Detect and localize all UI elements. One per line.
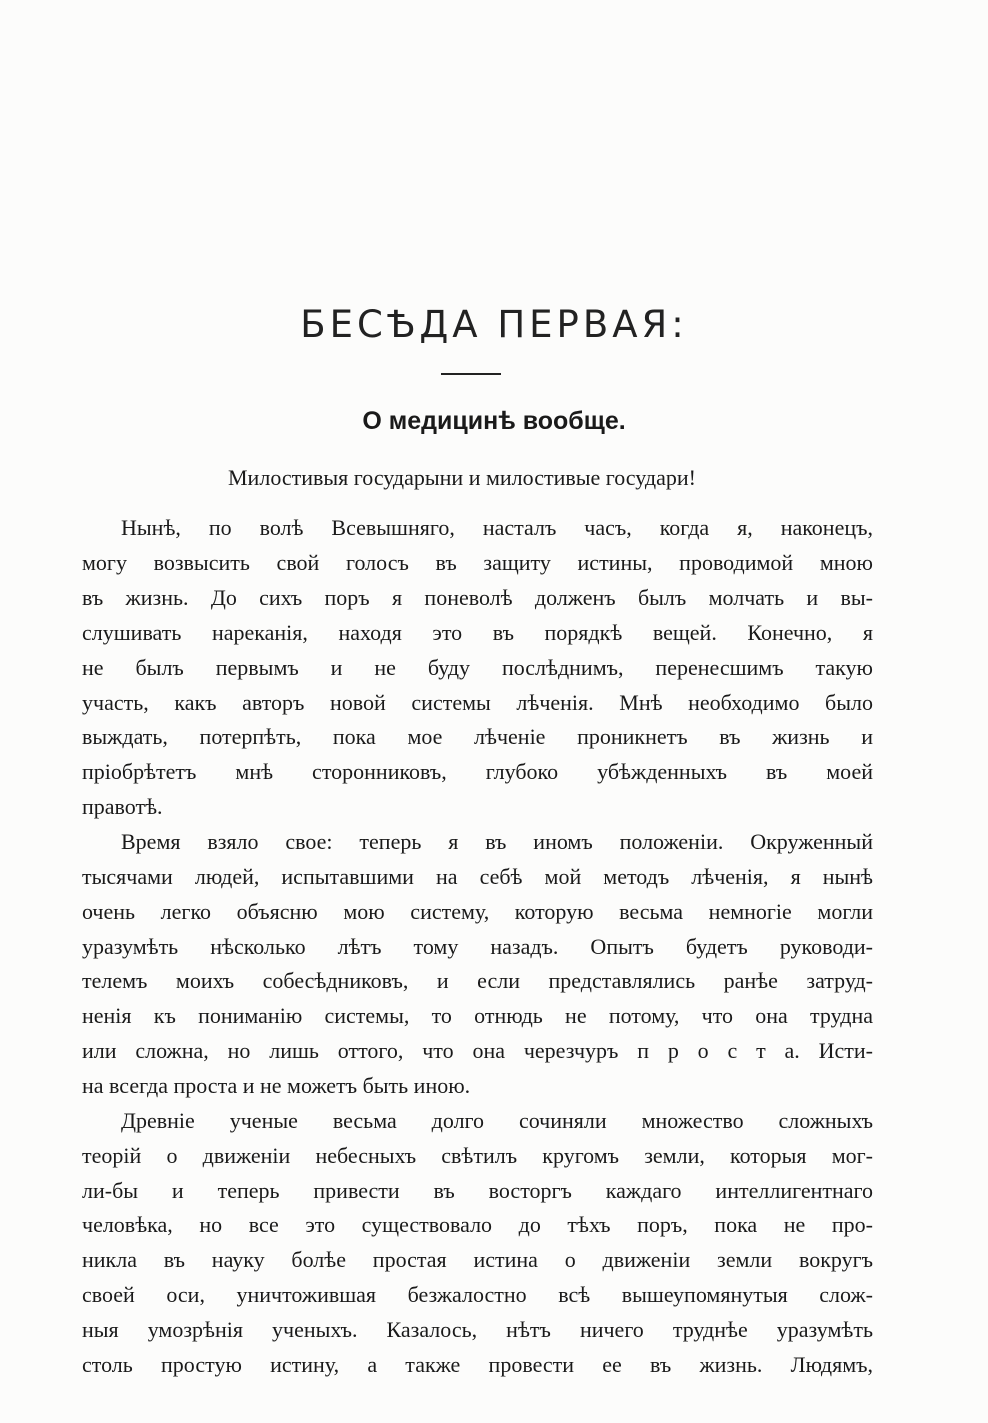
text-line: своей оси, уничтожившая безжалостно всѣ вышеупомянутыя слож- bbox=[82, 1282, 873, 1307]
text-line: Древніе ученые весьма долго сочиняли множество сложныхъ bbox=[121, 1108, 873, 1133]
text-line: очень легко объясню мою систему, которую весьма немногіе могли bbox=[82, 899, 873, 924]
heading-divider bbox=[441, 373, 501, 375]
text-line: правотѣ. bbox=[82, 794, 163, 819]
text-line: уразумѣть нѣсколько лѣтъ тому назадъ. Опытъ будетъ руководи- bbox=[82, 934, 873, 959]
text-line: человѣка, но все это существовало до тѣхъ поръ, пока не про- bbox=[82, 1212, 873, 1237]
text-line: въ жизнь. До сихъ поръ я поневолѣ долженъ былъ молчать и вы- bbox=[82, 585, 873, 610]
text-line: не былъ первымъ и не буду послѣднимъ, перенесшимъ такую bbox=[82, 655, 873, 680]
chapter-heading: БЕСѢДА ПЕРВАЯ: bbox=[300, 303, 688, 346]
chapter-subheading: О медицинѣ вообще. bbox=[362, 407, 626, 435]
text-line: участь, какъ авторъ новой системы лѣченія. Мнѣ необходимо было bbox=[82, 690, 873, 715]
text-line: ли-бы и теперь привести въ восторгъ каждаго интеллигентнаго bbox=[82, 1178, 873, 1203]
text-line: никла въ науку болѣе простая истина о движеніи земли вокругъ bbox=[82, 1247, 873, 1272]
text-line: Нынѣ, по волѣ Всевышняго, насталъ часъ, когда я, наконецъ, bbox=[121, 515, 873, 540]
text-line: слушивать нареканія, находя это въ порядкѣ вещей. Конечно, я bbox=[82, 620, 873, 645]
text-line: телемъ моихъ собесѣдниковъ, и если представлялись ранѣе затруд- bbox=[82, 968, 873, 993]
text-line: теорій о движеніи небесныхъ свѣтилъ кругомъ земли, которыя мог- bbox=[82, 1143, 873, 1168]
text-line: тысячами людей, испытавшими на себѣ мой методъ лѣченія, я нынѣ bbox=[82, 864, 873, 889]
text-line: ненія къ пониманію системы, то отнюдь не потому, что она трудна bbox=[82, 1003, 873, 1028]
text-line: могу возвысить свой голосъ въ защиту истины, проводимой мною bbox=[82, 550, 873, 575]
text-line: столь простую истину, а также провести ее въ жизнь. Людямъ, bbox=[82, 1352, 873, 1377]
text-line: выждать, потерпѣть, пока мое лѣченіе проникнетъ въ жизнь и bbox=[82, 724, 873, 749]
text-line: или сложна, но лишь оттого, что она черезчуръ п р о с т а. Исти- bbox=[82, 1038, 873, 1063]
text-line: на всегда проста и не можетъ быть иною. bbox=[82, 1073, 471, 1098]
text-line: Время взяло свое: теперь я въ иномъ положеніи. Окруженный bbox=[121, 829, 873, 854]
text-line: пріобрѣтетъ мнѣ сторонниковъ, глубоко убѣжденныхъ въ моей bbox=[82, 759, 873, 784]
text-line: ныя умозрѣнія ученыхъ. Казалось, нѣтъ ничего труднѣе уразумѣть bbox=[82, 1317, 873, 1342]
salutation: Милостивыя государыни и милостивые государи! bbox=[228, 465, 696, 490]
